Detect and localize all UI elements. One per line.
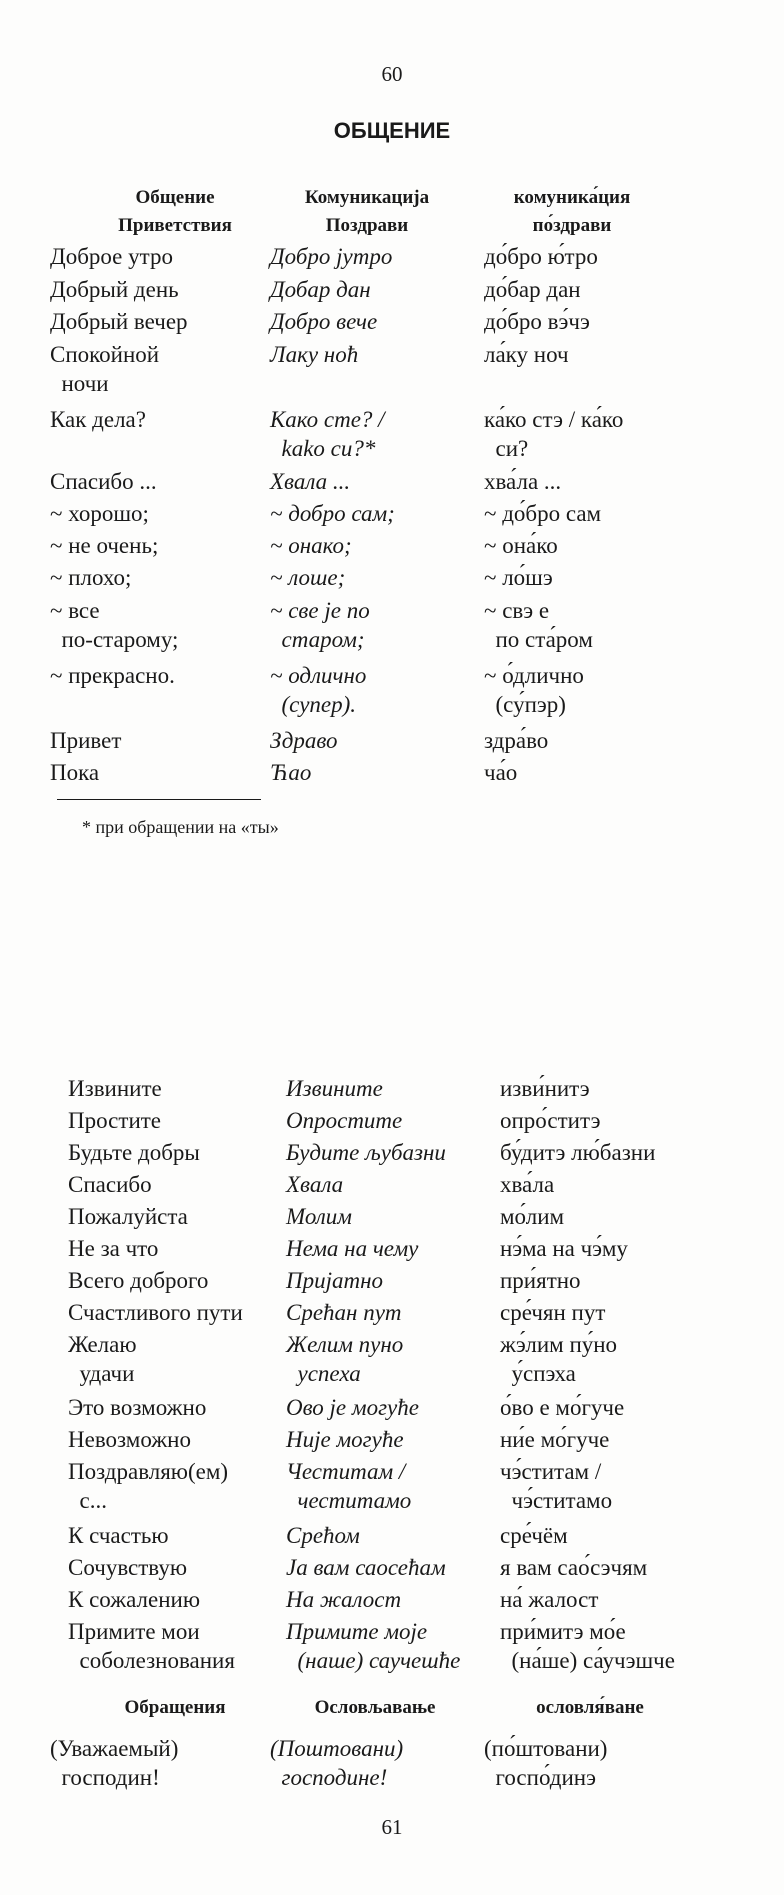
russian-phrase xyxy=(50,275,179,304)
phrase-line: Ћао xyxy=(270,760,312,785)
transcription xyxy=(500,1138,655,1167)
transcription xyxy=(484,275,581,304)
phrase-line: нэ́ма на чэ́му xyxy=(500,1236,628,1261)
phrase-line: ~ свэ е xyxy=(484,598,550,623)
transcription xyxy=(500,1585,598,1614)
phrase-line: Хвала xyxy=(286,1172,344,1197)
phrase-line: до́бро ю́тро xyxy=(484,244,598,269)
phrase-line: ча́о xyxy=(484,760,518,785)
russian-phrase xyxy=(68,1553,187,1582)
russian-phrase xyxy=(50,596,178,654)
header-line: Приветствия xyxy=(118,215,232,236)
serbian-phrase xyxy=(270,1734,403,1792)
phrase-line: Невозможно xyxy=(68,1427,191,1452)
phrase-line: Поздравляю(ем) xyxy=(68,1459,229,1484)
phrase-line: здра́во xyxy=(484,728,549,753)
phrase-line: сре́чём xyxy=(500,1523,568,1548)
phrase-line: старом; xyxy=(270,627,365,652)
phrase-line: Это возможно xyxy=(68,1395,207,1420)
russian-phrase xyxy=(50,758,99,787)
phrase-line: (су́пэр) xyxy=(484,692,566,717)
phrase-line: жэ́лим пу́но xyxy=(500,1332,618,1357)
phrase-line: Хвала ... xyxy=(270,469,351,494)
transcription xyxy=(484,596,593,654)
serbian-phrase xyxy=(286,1298,402,1327)
phrase-line: на́ жалост xyxy=(500,1587,599,1612)
header-line: комуника́ция xyxy=(513,187,631,208)
transcription xyxy=(500,1330,617,1388)
phrase-line: Привет xyxy=(50,728,122,753)
page-number-top: 60 xyxy=(381,62,403,86)
phrase-line: Будите љубазни xyxy=(286,1140,446,1165)
phrase-line: ~ прекрасно. xyxy=(50,663,175,688)
phrase-line: К счастью xyxy=(68,1523,169,1548)
header-line: Общение xyxy=(135,187,215,208)
phrase-line: ка́ко стэ / ка́ко xyxy=(484,407,624,432)
russian-phrase xyxy=(50,340,159,398)
serbian-phrase xyxy=(270,340,358,369)
phrase-line: Будьте добры xyxy=(68,1140,200,1165)
russian-phrase xyxy=(68,1266,208,1295)
russian-phrase xyxy=(68,1170,152,1199)
column-header-transcription-2: ословля́ване xyxy=(536,1697,644,1718)
phrase-line: я вам сао́сэчям xyxy=(500,1555,648,1580)
serbian-phrase xyxy=(286,1266,383,1295)
phrase-line: у́спэха xyxy=(500,1361,576,1386)
transcription xyxy=(484,242,598,271)
russian-phrase xyxy=(50,242,173,271)
transcription xyxy=(484,531,558,560)
phrase-line: до́бро вэ́чэ xyxy=(484,309,590,334)
transcription xyxy=(500,1170,554,1199)
russian-phrase xyxy=(50,307,188,336)
column-header-serbian xyxy=(262,184,472,240)
phrase-line: На жалост xyxy=(286,1587,402,1612)
phrase-line: Лаку ноћ xyxy=(270,342,359,367)
transcription xyxy=(500,1393,624,1422)
serbian-phrase xyxy=(286,1106,402,1135)
phrase-line: успеха xyxy=(286,1361,361,1386)
phrase-line: честитамо xyxy=(286,1488,412,1513)
transcription xyxy=(484,405,623,463)
transcription xyxy=(500,1266,581,1295)
serbian-phrase xyxy=(270,467,350,496)
serbian-phrase xyxy=(286,1138,446,1167)
column-header-transcription xyxy=(462,184,682,240)
phrase-line: Сочувствую xyxy=(68,1555,188,1580)
phrase-line: Срећом xyxy=(286,1523,360,1548)
transcription xyxy=(500,1553,647,1582)
serbian-phrase xyxy=(286,1330,403,1388)
phrase-line: Добро јутро xyxy=(270,244,393,269)
serbian-phrase xyxy=(286,1234,418,1263)
phrase-line: Како сте? / xyxy=(270,407,385,432)
phrase-line: (Поштовани) xyxy=(270,1736,404,1761)
transcription xyxy=(500,1521,568,1550)
phrase-line: (наше) саучешће xyxy=(286,1648,461,1673)
phrase-line: господине! xyxy=(270,1765,388,1790)
russian-phrase xyxy=(50,467,157,496)
serbian-phrase xyxy=(270,726,338,755)
phrase-line: Всего доброго xyxy=(68,1268,209,1293)
phrase-line: ~ она́ко xyxy=(484,533,558,558)
russian-phrase xyxy=(68,1585,200,1614)
phrase-line: ~ добро сам; xyxy=(270,501,395,526)
serbian-phrase xyxy=(270,661,366,719)
phrase-line: мо́лим xyxy=(500,1204,565,1229)
transcription xyxy=(500,1234,628,1263)
transcription xyxy=(500,1106,600,1135)
phrase-line: удачи xyxy=(68,1361,135,1386)
russian-phrase xyxy=(68,1298,243,1327)
serbian-phrase xyxy=(270,758,311,787)
serbian-phrase xyxy=(286,1170,343,1199)
column-header-russian-2: Обращения xyxy=(124,1697,226,1718)
phrase-line: Није могуће xyxy=(286,1427,404,1452)
phrase-line: изви́нитэ xyxy=(500,1076,590,1101)
phrase-line: до́бар дан xyxy=(484,277,581,302)
phrase-line: соболезнования xyxy=(68,1648,235,1673)
phrase-line: (Уважаемый) xyxy=(50,1736,179,1761)
phrase-line: хва́ла ... xyxy=(484,469,562,494)
transcription xyxy=(484,467,561,496)
russian-phrase xyxy=(50,726,121,755)
phrase-line: Пока xyxy=(50,760,100,785)
phrase-line: ~ ло́шэ xyxy=(484,565,553,590)
phrase-line: ла́ку ноч xyxy=(484,342,569,367)
phrase-line: при́ятно xyxy=(500,1268,581,1293)
phrase-line: Извините xyxy=(68,1076,162,1101)
serbian-phrase xyxy=(286,1585,401,1614)
phrase-line: чэ́ститамо xyxy=(500,1488,613,1513)
transcription xyxy=(500,1425,609,1454)
transcription xyxy=(484,499,601,528)
serbian-phrase xyxy=(270,242,392,271)
russian-phrase xyxy=(68,1138,200,1167)
transcription xyxy=(500,1298,605,1327)
serbian-phrase xyxy=(270,405,385,463)
russian-phrase xyxy=(68,1234,158,1263)
serbian-phrase xyxy=(286,1457,411,1515)
phrase-line: Добро вече xyxy=(270,309,378,334)
phrase-line: бу́дитэ лю́базни xyxy=(500,1140,656,1165)
column-header-serbian-2: Ословљавање xyxy=(314,1697,436,1718)
russian-phrase xyxy=(50,499,149,528)
russian-phrase xyxy=(50,563,131,592)
transcription xyxy=(484,726,548,755)
phrase-line: Нема на чему xyxy=(286,1236,419,1261)
phrase-line: Спасибо xyxy=(68,1172,152,1197)
russian-phrase xyxy=(68,1617,235,1675)
phrase-line: ~ одлично xyxy=(270,663,367,688)
russian-phrase xyxy=(50,531,158,560)
transcription xyxy=(500,1457,612,1515)
phrase-line: Спокойной xyxy=(50,342,160,367)
phrase-line: Доброе утро xyxy=(50,244,173,269)
serbian-phrase xyxy=(286,1553,446,1582)
russian-phrase xyxy=(68,1202,188,1231)
phrase-line: ~ не очень; xyxy=(50,533,159,558)
phrase-line: ни́е мо́гуче xyxy=(500,1427,610,1452)
russian-phrase xyxy=(50,405,146,434)
phrase-line: ~ све је по xyxy=(270,598,370,623)
phrase-line: (супер). xyxy=(270,692,357,717)
phrase-line: хва́ла xyxy=(500,1172,555,1197)
phrase-line: ~ все xyxy=(50,598,100,623)
phrase-line: (по́штовани) xyxy=(484,1736,608,1761)
serbian-phrase xyxy=(286,1617,460,1675)
phrase-line: ~ плохо; xyxy=(50,565,132,590)
phrase-line: ~ о́длично xyxy=(484,663,584,688)
phrase-line: чэ́ститам / xyxy=(500,1459,602,1484)
serbian-phrase xyxy=(286,1425,404,1454)
phrase-line: Счастливого пути xyxy=(68,1300,243,1325)
transcription xyxy=(484,758,517,787)
phrase-line: Спасибо ... xyxy=(50,469,157,494)
phrase-line: с... xyxy=(68,1488,107,1513)
phrase-line: Добрый день xyxy=(50,277,179,302)
phrase-line: Ја вам саосећам xyxy=(286,1555,446,1580)
russian-phrase xyxy=(68,1074,162,1103)
phrase-line: ночи xyxy=(50,371,109,396)
serbian-phrase xyxy=(270,307,377,336)
transcription xyxy=(500,1074,590,1103)
phrase-line: kako си?* xyxy=(270,436,376,461)
phrase-line: ~ до́бро сам xyxy=(484,501,602,526)
transcription xyxy=(484,661,584,719)
phrase-line: о́во е мо́гуче xyxy=(500,1395,625,1420)
phrase-line: Как дела? xyxy=(50,407,146,432)
serbian-phrase xyxy=(270,499,395,528)
transcription xyxy=(484,1734,607,1792)
phrase-line: Ово је могуће xyxy=(286,1395,419,1420)
transcription xyxy=(484,340,569,369)
phrase-line: Примите мои xyxy=(68,1619,200,1644)
phrase-line: ~ хорошо; xyxy=(50,501,149,526)
footnote: * при обращении на «ты» xyxy=(82,817,279,837)
russian-phrase xyxy=(68,1330,137,1388)
header-line: Комуникација xyxy=(304,187,430,208)
phrase-line: Простите xyxy=(68,1108,162,1133)
russian-phrase xyxy=(68,1521,169,1550)
serbian-phrase xyxy=(286,1393,419,1422)
phrase-line: ~ онако; xyxy=(270,533,352,558)
phrase-line: си? xyxy=(484,436,529,461)
transcription xyxy=(484,307,590,336)
serbian-phrase xyxy=(286,1521,360,1550)
russian-phrase xyxy=(68,1425,191,1454)
phrase-line: по-старому; xyxy=(50,627,179,652)
header-line: Поздрави xyxy=(325,215,409,236)
russian-phrase xyxy=(68,1457,228,1515)
phrase-line: Пријатно xyxy=(286,1268,384,1293)
phrase-line: Молим xyxy=(286,1204,352,1229)
phrase-line: Здраво xyxy=(270,728,338,753)
serbian-phrase xyxy=(270,596,370,654)
phrase-line: Пожалуйста xyxy=(68,1204,188,1229)
transcription xyxy=(484,563,553,592)
russian-phrase xyxy=(68,1393,206,1422)
phrase-line: Добрый вечер xyxy=(50,309,188,334)
phrase-line: Честитам / xyxy=(286,1459,406,1484)
russian-phrase xyxy=(50,1734,178,1792)
column-header-russian xyxy=(70,184,280,240)
phrase-line: (на́ше) са́учэшче xyxy=(500,1648,675,1673)
phrase-line: К сожалению xyxy=(68,1587,201,1612)
phrase-line: по ста́ром xyxy=(484,627,593,652)
phrase-line: Извините xyxy=(286,1076,383,1101)
transcription xyxy=(500,1617,675,1675)
phrase-line: Срећан пут xyxy=(286,1300,402,1325)
phrase-line: ~ лоше; xyxy=(270,565,346,590)
russian-phrase xyxy=(68,1106,161,1135)
serbian-phrase xyxy=(270,531,352,560)
transcription xyxy=(500,1202,564,1231)
russian-phrase xyxy=(50,661,175,690)
phrase-line: Желим пуно xyxy=(286,1332,404,1357)
phrase-line: Примите моје xyxy=(286,1619,428,1644)
footnote-divider xyxy=(57,799,261,800)
phrase-line: сре́чян пут xyxy=(500,1300,606,1325)
header-line: по́здрави xyxy=(532,215,612,236)
phrase-line: госпо́динэ xyxy=(484,1765,596,1790)
page-title: ОБЩЕНИЕ xyxy=(333,118,451,143)
phrase-line: Желаю xyxy=(68,1332,137,1357)
page-number-bottom: 61 xyxy=(381,1815,403,1839)
phrase-line: господин! xyxy=(50,1765,160,1790)
serbian-phrase xyxy=(270,275,371,304)
serbian-phrase xyxy=(286,1074,383,1103)
phrase-line: при́митэ мо́е xyxy=(500,1619,626,1644)
serbian-phrase xyxy=(270,563,345,592)
phrase-line: Добар дан xyxy=(270,277,371,302)
phrase-line: опро́ститэ xyxy=(500,1108,601,1133)
phrase-line: Опростите xyxy=(286,1108,403,1133)
phrase-line: Не за что xyxy=(68,1236,159,1261)
serbian-phrase xyxy=(286,1202,352,1231)
